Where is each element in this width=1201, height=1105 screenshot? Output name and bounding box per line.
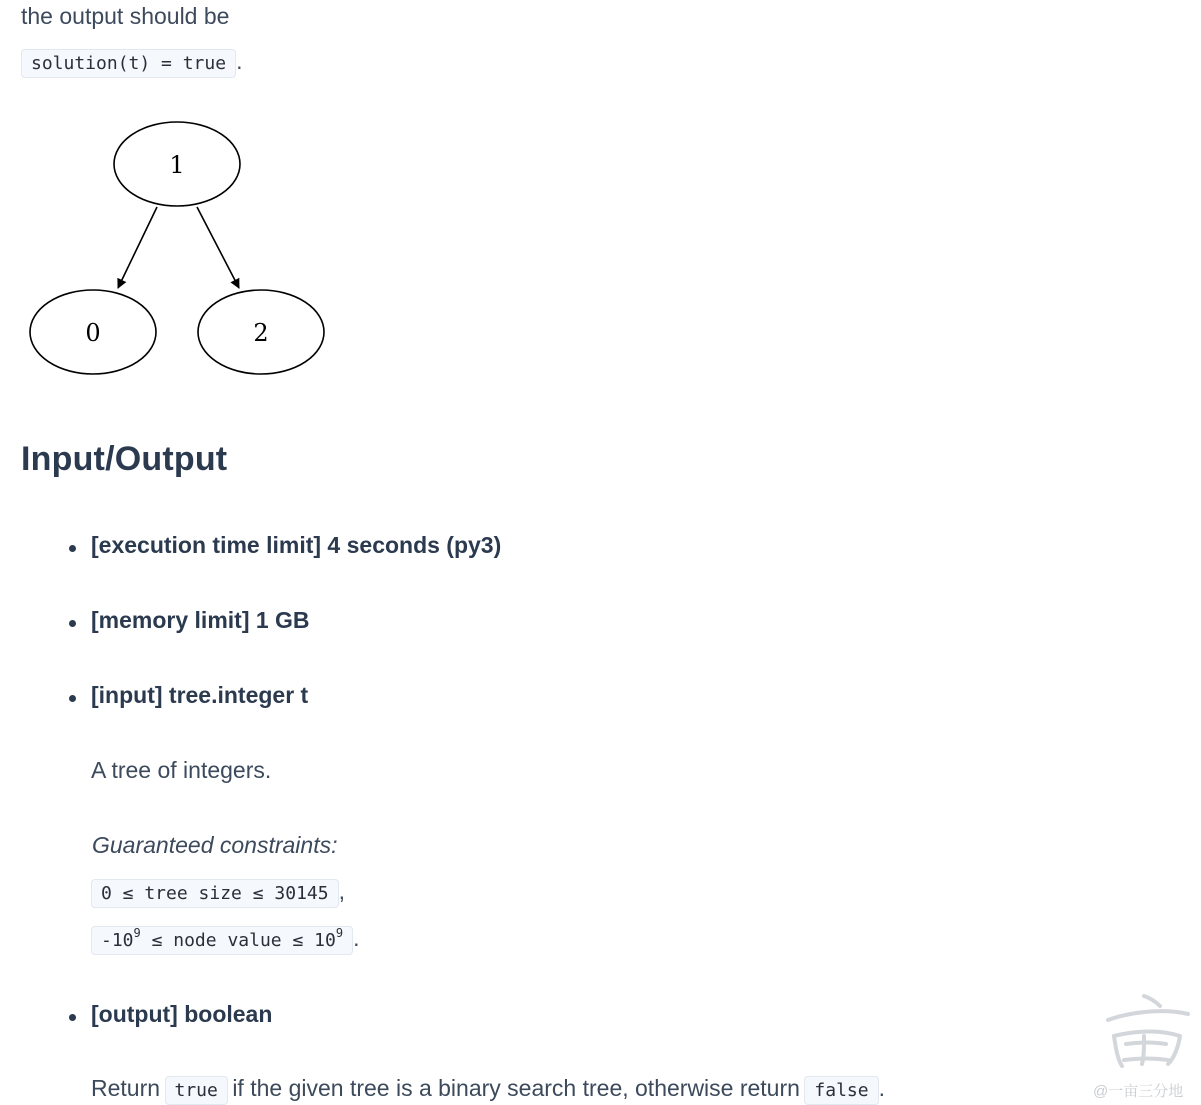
constraint-node-value-exp: 9	[133, 926, 141, 940]
tree-node-right-label: 2	[253, 319, 269, 347]
tree-node-right	[198, 290, 324, 374]
bullet-icon	[69, 695, 76, 702]
constraint-node-value-prefix: -10	[101, 930, 134, 951]
tree-edge-root-left	[118, 207, 157, 288]
constraint-tree-size-suffix: ,	[338, 878, 345, 904]
constraint-tree-size-code: 0 ≤ tree size ≤ 30145	[91, 879, 339, 908]
input-description: A tree of integers.	[91, 757, 272, 783]
intro-text: the output should be	[21, 3, 230, 29]
constraint-tree-size	[91, 878, 345, 905]
tree-diagram	[0, 110, 360, 400]
memory-limit: [memory limit] 1 GB	[91, 607, 310, 633]
return-true-code: true	[165, 1076, 228, 1105]
return-mid: if the given tree is a binary search tree, otherwise return	[232, 1075, 800, 1101]
output-head: [output] boolean	[91, 1001, 273, 1027]
bullet-icon	[69, 545, 76, 552]
return-false-code: false	[804, 1076, 878, 1105]
section-title: Input/Output	[21, 440, 228, 478]
return-suffix: .	[878, 1075, 885, 1101]
constraint-node-value	[91, 925, 359, 952]
return-prefix: Return	[91, 1075, 161, 1101]
constraint-node-value-mid: ≤ node value ≤ 10	[140, 930, 336, 951]
tree-node-root-label: 1	[169, 151, 185, 179]
input-head: [input] tree.integer t	[91, 682, 309, 708]
watermark-text: @一亩三分地	[1093, 1083, 1184, 1100]
tree-node-left-label: 0	[85, 319, 101, 347]
constraint-node-value-code	[91, 926, 353, 955]
intro-suffix: .	[236, 48, 243, 74]
intro-result	[21, 48, 242, 75]
bullet-icon	[69, 1014, 76, 1021]
constraints-label: Guaranteed constraints:	[92, 832, 338, 858]
watermark-logo-icon	[1096, 990, 1196, 1072]
tree-edge-root-right	[197, 207, 239, 288]
solution-code: solution(t) = true	[21, 49, 236, 78]
constraint-node-value-exp2: 9	[335, 926, 344, 940]
tree-node-left	[30, 290, 156, 374]
execution-time-limit: [execution time limit] 4 seconds (py3)	[91, 532, 502, 558]
constraint-node-value-suffix: .	[353, 925, 360, 951]
tree-node-root	[114, 122, 240, 206]
output-description	[91, 1075, 885, 1102]
bullet-icon	[69, 620, 76, 627]
